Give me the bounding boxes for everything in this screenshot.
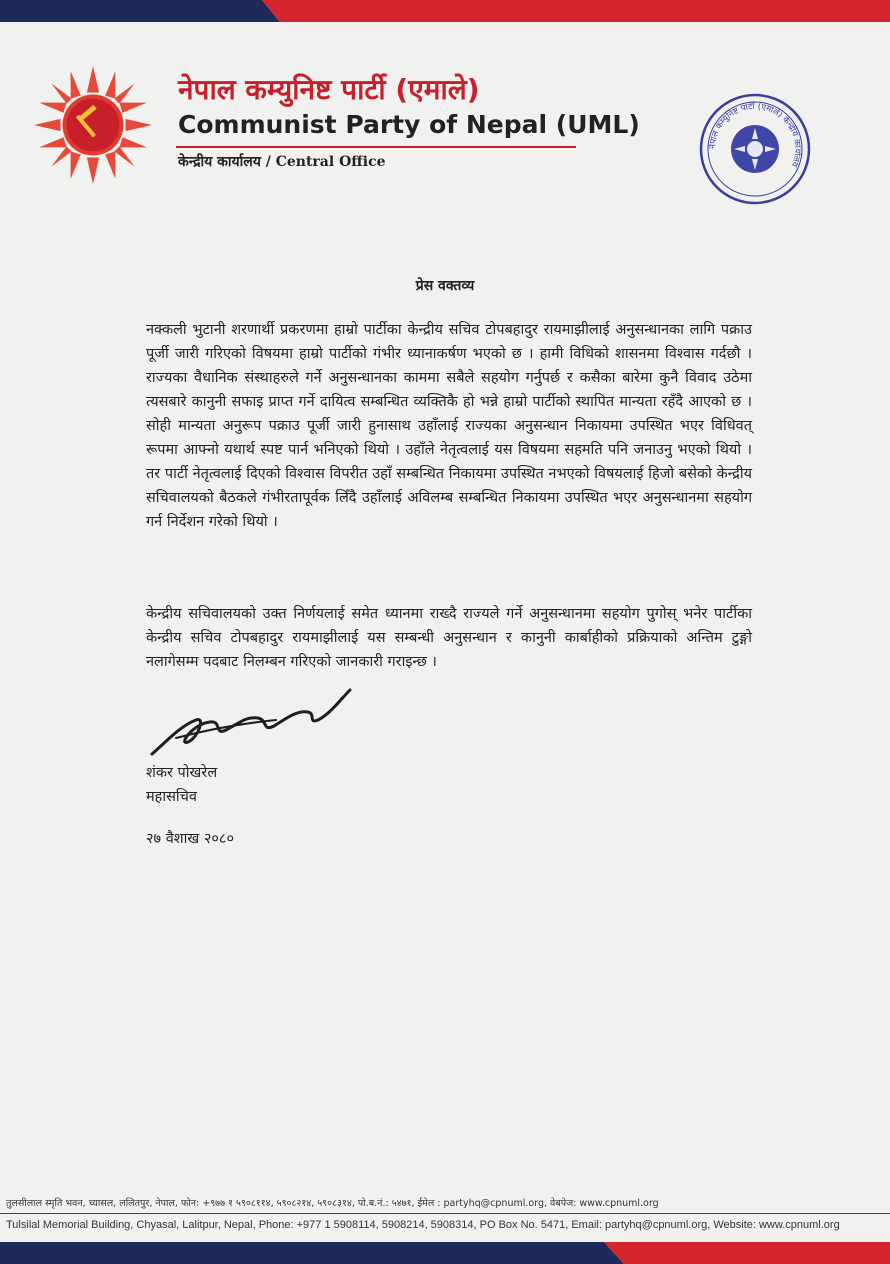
- office-label: केन्द्रीय कार्यालय / Central Office: [178, 154, 386, 170]
- signatory-title: महासचिव: [146, 789, 197, 805]
- sun-hammer-sickle-icon: [32, 64, 154, 186]
- signatory-name: शंकर पोखरेल: [146, 765, 218, 781]
- footer-address-nepali: तुलसीलाल स्मृति भवन, च्यासल, ललितपुर, नेपाल, फोन: +९७७ १ ५९०८११४, ५९०८२१४, ५९०८३१४, पो.ब.नं.: ५४७१, ईमेल : partyhq@cpnuml.org, वेबपेज: www.cpnuml.org: [6, 1198, 659, 1209]
- handwritten-signature: [146, 680, 366, 760]
- header-divider: [176, 146, 576, 148]
- body-paragraph-2: केन्द्रीय सचिवालयको उक्त निर्णयलाई समेत ध्यानमा राख्दै राज्यले गर्ने अनुसन्धानमा सहयोग पुगोस् भनेर पार्टीका केन्द्रीय सचिव टोपबहादुर रायमाझीलाई यस सम्बन्धी अनुसन्धान र कानुनी कार्बाहीको प्रक्रियाको अन्तिम टुङ्गो नलागेसम्म पदबाट निलम्बन गरिएको जानकारी गराइन्छ ।: [146, 606, 752, 670]
- document-title: प्रेस वक्तव्य: [415, 278, 475, 294]
- party-name-nepali: नेपाल कम्युनिष्ट पार्टी (एमाले): [178, 73, 480, 106]
- top-color-band: [0, 0, 890, 22]
- footer-divider: [0, 1213, 890, 1214]
- bottom-color-band: [0, 1242, 890, 1264]
- seal-text: नेपाल कम्युनिष्ट पार्टी (एमाले) केन्द्रीय कार्यालय: [707, 101, 803, 169]
- party-seal-icon: [698, 92, 812, 206]
- letter-date: २७ वैशाख २०८०: [146, 831, 234, 847]
- body-paragraph-1: नक्कली भुटानी शरणार्थी प्रकरणमा हाम्रो पार्टीका केन्द्रीय सचिव टोपबहादुर रायमाझीलाई अनुसन्धानका लागि पक्राउ पूर्जी जारी गरिएको विषयमा हाम्रो पार्टीको गंभीर ध्यानाकर्षण भएको छ । हामी विधिको शासनमा विश्वास गर्दछौ । राज्यका वैधानिक संस्थाहरुले गर्ने अनुसन्धानका काममा सबैले सहयोग गर्नुपर्छ र कसैका बारेमा कुनै विवाद उठेमा त्यसबारे कानुनी सफाइ प्राप्त गर्ने दायित्व सम्बन्धित व्यक्तिकै हो भन्ने हाम्रो पार्टीको स्थापित मान्यता रहँदै आएको छ । सोही मान्यता अनुरूप पक्राउ पूर्जी जारी हुनासाथ उहाँलाई राज्यका अनुसन्धान निकायमा उपस्थित भएर विधिवत् रूपमा आफ्नो यथार्थ स्पष्ट पार्न भनिएको थियो । उहाँले नेतृत्वलाई यस विषयमा सहमति पनि जनाउनु भएको थियो । तर पार्टी नेतृत्वलाई दिएको विश्वास विपरीत उहाँ सम्बन्धित निकायमा उपस्थित नभएको विषयलाई हिजो बसेको केन्द्रीय सचिवालयको बैठकले गंभीरतापूर्वक लिँदै उहाँलाई अविलम्ब सम्बन्धित निकायमा उपस्थित भएर अनुसन्धानमा सहयोग गर्न निर्देशन गरेको थियो ।: [146, 322, 752, 530]
- letterhead: [0, 50, 890, 200]
- party-name-english: Communist Party of Nepal (UML): [178, 110, 640, 139]
- footer-address-english: Tulsilal Memorial Building, Chyasal, Lalitpur, Nepal, Phone: +977 1 5908114, 5908214, 5908314, PO Box No. 5471, Email: partyhq@cpnuml.org, Website: www.cpnuml.org: [6, 1219, 840, 1231]
